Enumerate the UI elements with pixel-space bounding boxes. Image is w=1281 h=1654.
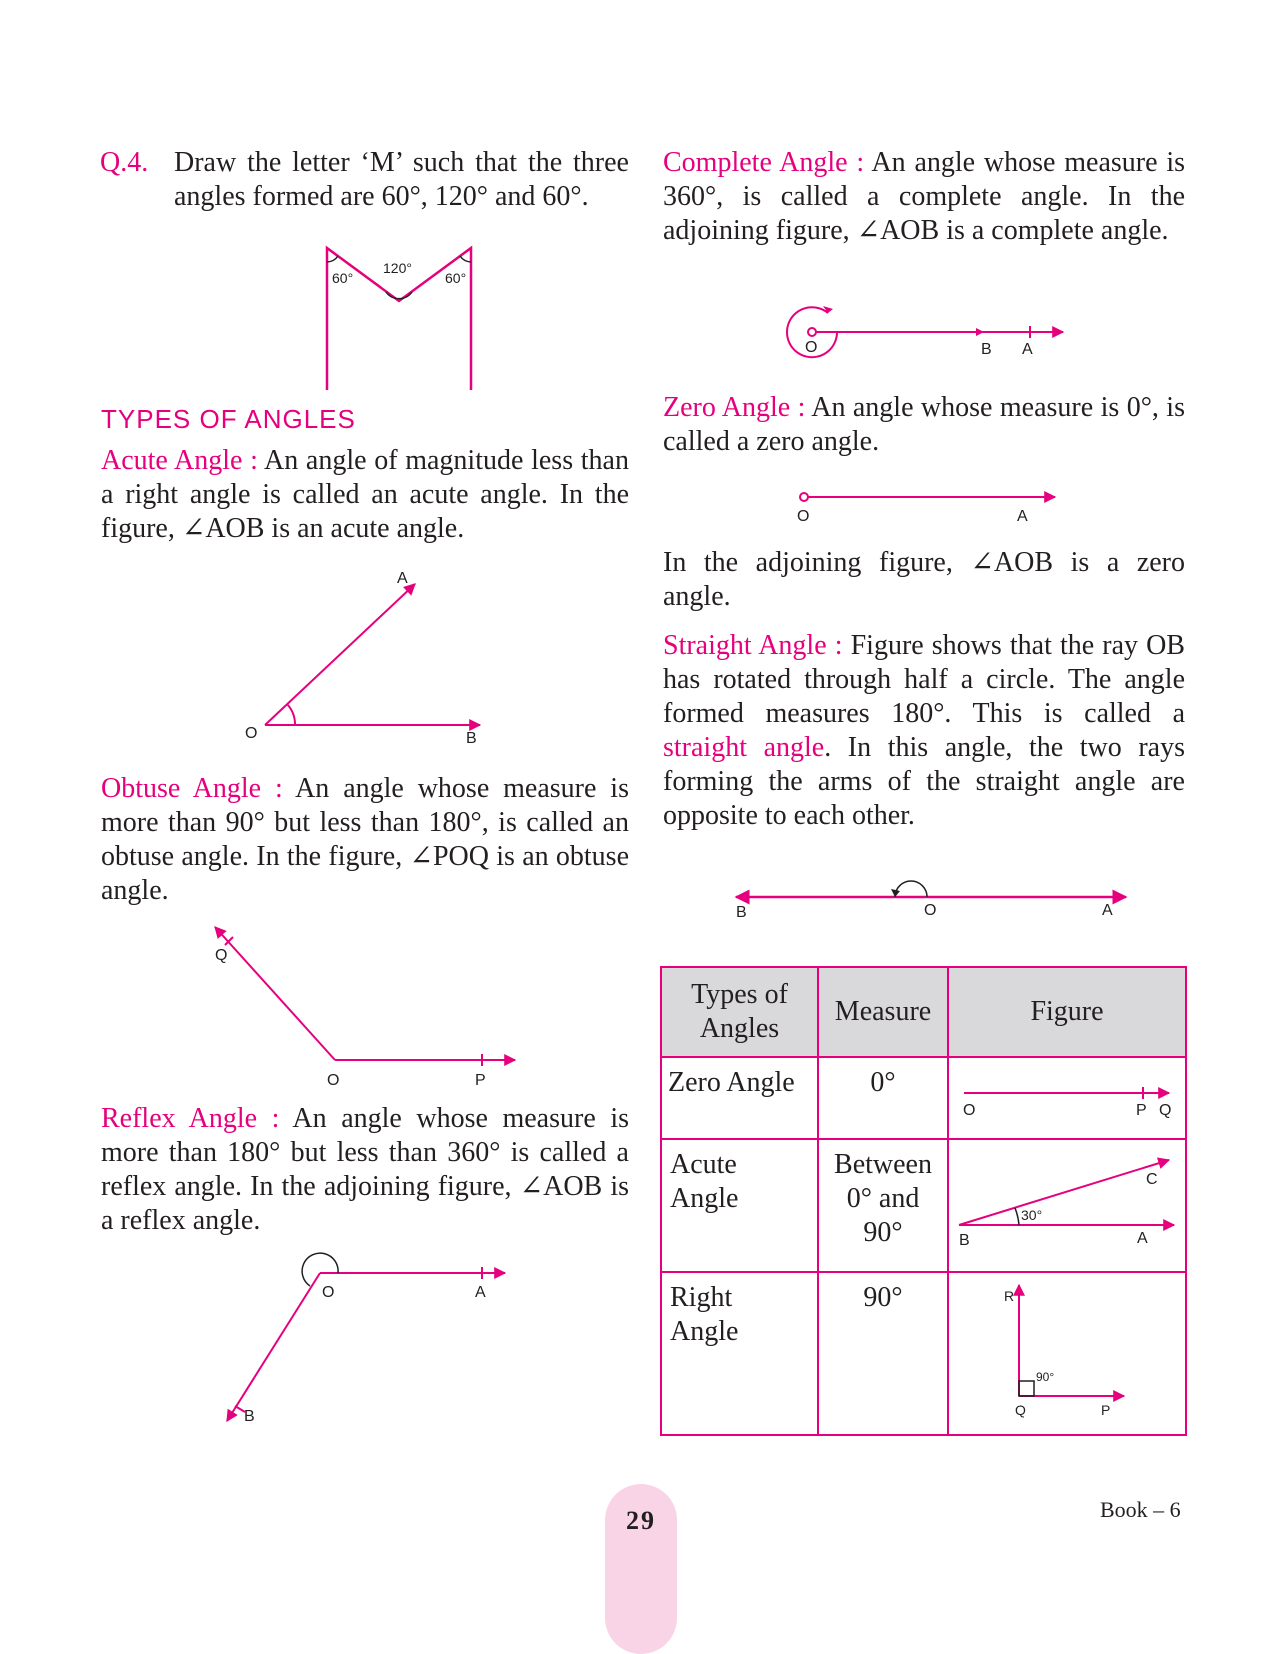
table-header-type: Types of Angles — [661, 967, 818, 1057]
acute-label-b: B — [466, 730, 477, 747]
zero-text: An angle whose measure is 0°, is called a zero angle. — [663, 392, 1185, 457]
table-header-row — [661, 967, 1186, 1057]
row-figure — [948, 1272, 1186, 1435]
reflex-label-a: A — [475, 1284, 486, 1301]
table-acute-label-b: B — [959, 1232, 970, 1249]
question-text — [174, 146, 629, 214]
row-figure — [948, 1057, 1186, 1139]
zero-angle-figure — [790, 485, 1060, 525]
obtuse-label-q: Q — [215, 947, 228, 964]
reflex-term: Reflex Angle : — [101, 1103, 280, 1134]
acute-angle-figure — [240, 560, 500, 750]
book-label: Book – 6 — [1100, 1497, 1181, 1522]
acute-label-a: A — [397, 570, 408, 587]
table-zero-label-o: O — [963, 1102, 976, 1119]
straight-text-2: . In this angle, the two rays forming the arms of the straight angle are opposite to each other. — [663, 732, 1185, 831]
obtuse-term: Obtuse Angle : — [101, 773, 283, 804]
angles-table — [660, 966, 1187, 1436]
table-acute-angle: 30° — [1021, 1207, 1043, 1223]
table-right-label-p: P — [1101, 1402, 1111, 1418]
table-right-label-q: Q — [1015, 1402, 1026, 1418]
row-figure — [948, 1139, 1186, 1272]
page-number: 29 — [626, 1506, 656, 1535]
table-row — [661, 1057, 1186, 1139]
acute-angle-table-figure — [949, 1140, 1185, 1262]
table-acute-label-a: A — [1137, 1230, 1148, 1247]
straight-label-b: B — [736, 904, 747, 921]
obtuse-paragraph — [101, 772, 629, 908]
straight-term: Straight Angle : — [663, 630, 843, 661]
acute-label-o: O — [245, 725, 258, 742]
straight-text-1: Figure shows that the ray OB has rotated through half a circle. The angle formed measures 180°. This is called a — [663, 630, 1185, 729]
table-acute-label-c: C — [1146, 1171, 1158, 1188]
zero-after-paragraph — [663, 546, 1185, 614]
straight-paragraph — [663, 629, 1185, 833]
straight-label-a: A — [1102, 902, 1113, 919]
reflex-label-o: O — [322, 1284, 335, 1301]
zero-paragraph — [663, 391, 1185, 459]
m-left-angle: 60° — [332, 270, 354, 286]
row-measure: Between 0° and 90° — [818, 1139, 948, 1272]
row-type: Zero Angle — [661, 1057, 818, 1139]
obtuse-label-p: P — [475, 1072, 486, 1089]
table-zero-label-q: Q — [1159, 1102, 1172, 1119]
reflex-label-b: B — [244, 1408, 255, 1425]
acute-paragraph — [101, 444, 629, 546]
zero-label-a: A — [1017, 508, 1028, 525]
obtuse-text: An angle whose measure is more than 90° but less than 180°, is called an obtuse angle. In the figure, ∠POQ is an obtuse angle. — [101, 773, 629, 906]
table-row — [661, 1272, 1186, 1435]
row-type: Acute Angle — [661, 1139, 818, 1272]
row-measure: 0° — [818, 1057, 948, 1139]
obtuse-label-o: O — [327, 1072, 340, 1089]
zero-after-text: In the adjoining figure, ∠AOB is a zero angle. — [663, 547, 1185, 612]
reflex-paragraph — [101, 1102, 629, 1238]
page-number-tab — [605, 1484, 677, 1654]
complete-text: An angle whose measure is 360°, is called a complete angle. In the adjoining figure, ∠AOB is a complete angle. — [663, 147, 1185, 246]
complete-label-o: O — [805, 339, 818, 356]
complete-label-a: A — [1022, 341, 1033, 358]
acute-text: An angle of magnitude less than a right angle is called an acute angle. In the figure, ∠AOB is an acute angle. — [101, 445, 629, 544]
straight-highlight: straight angle — [663, 732, 825, 763]
complete-label-b: B — [981, 341, 992, 358]
zero-label-o: O — [797, 508, 810, 525]
straight-angle-figure — [730, 870, 1130, 920]
straight-label-o: O — [924, 902, 937, 919]
complete-angle-figure — [785, 305, 1070, 360]
letter-m-figure — [320, 240, 480, 390]
table-right-angle: 90° — [1036, 1370, 1055, 1384]
zero-angle-table-figure — [949, 1058, 1185, 1138]
row-type: Right Angle — [661, 1272, 818, 1435]
section-title: TYPES OF ANGLES — [101, 404, 356, 434]
m-middle-angle: 120° — [383, 260, 412, 276]
complete-paragraph — [663, 146, 1185, 248]
m-right-angle: 60° — [445, 270, 467, 286]
reflex-angle-figure — [220, 1258, 510, 1428]
table-header-measure: Measure — [818, 967, 948, 1057]
table-header-figure: Figure — [948, 967, 1186, 1057]
question-body: Draw the letter ‘M’ such that the three angles formed are 60°, 120° and 60°. — [174, 147, 629, 212]
row-measure: 90° — [818, 1272, 948, 1435]
right-angle-table-figure — [949, 1273, 1185, 1425]
table-row — [661, 1139, 1186, 1272]
acute-term: Acute Angle : — [101, 445, 258, 476]
obtuse-angle-figure — [200, 915, 520, 1090]
table-right-label-r: R — [1004, 1288, 1015, 1304]
complete-term: Complete Angle : — [663, 147, 865, 178]
reflex-text: An angle whose measure is more than 180° but less than 360° is called a reflex angle. In the adjoining figure, ∠AOB is a reflex angle. — [101, 1103, 629, 1236]
zero-term: Zero Angle : — [663, 392, 806, 423]
question-number: Q.4. — [100, 147, 149, 178]
table-zero-label-p: P — [1136, 1102, 1147, 1119]
